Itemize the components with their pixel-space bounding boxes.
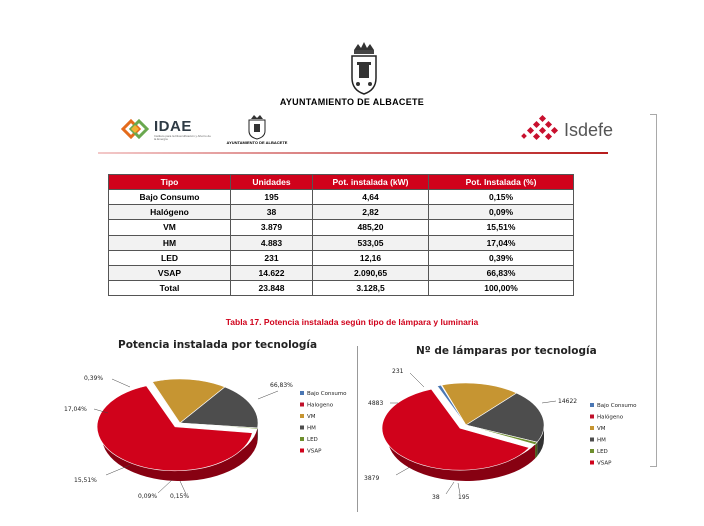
table-cell: Total xyxy=(109,281,231,296)
legend-label: LED xyxy=(307,437,318,443)
small-crest-logo xyxy=(246,114,268,140)
table-cell: 14.622 xyxy=(231,265,313,280)
col-header-pot-kw: Pot. instalada (kW) xyxy=(313,175,429,190)
legend-label: Bajo Consumo xyxy=(307,391,347,397)
table-cell: 3.128,5 xyxy=(313,281,429,296)
table-row xyxy=(109,281,574,296)
label-leader-line xyxy=(410,373,424,387)
data-label: 4883 xyxy=(368,400,384,407)
legend-swatch xyxy=(590,449,594,453)
legend-swatch xyxy=(590,426,594,430)
label-leader-line xyxy=(106,465,130,475)
legend-label: VM xyxy=(597,426,606,432)
table-cell: LED xyxy=(109,250,231,265)
installed-power-table xyxy=(108,174,574,296)
table-cell: 15,51% xyxy=(429,220,574,235)
margin-bracket-top xyxy=(650,114,657,115)
table-cell: 533,05 xyxy=(313,235,429,250)
table-cell: 23.848 xyxy=(231,281,313,296)
chart-power-pie xyxy=(60,365,360,513)
table-cell: 66,83% xyxy=(429,265,574,280)
table-row xyxy=(109,265,574,280)
table-cell: 4,64 xyxy=(313,190,429,205)
table-cell: 231 xyxy=(231,250,313,265)
legend-swatch xyxy=(300,414,304,418)
legend-label: VSAP xyxy=(307,448,322,455)
legend-swatch xyxy=(300,403,304,407)
data-label: 0,09% xyxy=(138,493,158,500)
table-cell: VM xyxy=(109,220,231,235)
legend-label: VSAP xyxy=(597,460,612,467)
table-cell: 17,04% xyxy=(429,235,574,250)
col-header-tipo: Tipo xyxy=(109,175,231,190)
table-cell: 4.883 xyxy=(231,235,313,250)
table-cell: 12,16 xyxy=(313,250,429,265)
chart-lamps-title: Nº de lámparas por tecnología xyxy=(416,345,597,357)
table-cell: 2.090,65 xyxy=(313,265,429,280)
table-cell: VSAP xyxy=(109,265,231,280)
isdefe-mark-icon xyxy=(520,114,560,144)
data-label: 231 xyxy=(392,368,404,375)
label-leader-line xyxy=(112,379,130,387)
idae-subtitle: Instituto para la Diversificación y Ahorro de la Energía xyxy=(154,134,211,141)
data-label: 3879 xyxy=(364,475,380,482)
table-caption: Tabla 17. Potencia instalada según tipo de lámpara y luminaria xyxy=(225,317,479,327)
data-label: 0,39% xyxy=(84,375,104,382)
label-leader-line xyxy=(158,480,172,493)
legend-label: Halógeno xyxy=(597,414,624,421)
col-header-pot-pct: Pot. Instalada (%) xyxy=(429,175,574,190)
idae-mark-icon xyxy=(120,118,150,140)
idae-logo xyxy=(120,116,230,142)
label-leader-line xyxy=(458,483,460,494)
data-label: 195 xyxy=(458,494,470,501)
table-cell: 100,00% xyxy=(429,281,574,296)
table-cell: 485,20 xyxy=(313,220,429,235)
label-leader-line xyxy=(446,482,454,494)
chart-lamps-pie xyxy=(362,363,658,511)
col-header-unidades: Unidades xyxy=(231,175,313,190)
table-row xyxy=(109,205,574,220)
table-cell: 0,09% xyxy=(429,205,574,220)
data-label: 17,04% xyxy=(64,406,87,413)
legend-swatch xyxy=(590,403,594,407)
legend-swatch xyxy=(300,426,304,430)
table-cell: 195 xyxy=(231,190,313,205)
table-row xyxy=(109,235,574,250)
legend-label: VM xyxy=(307,414,316,420)
table-cell: 38 xyxy=(231,205,313,220)
table-cell: Halógeno xyxy=(109,205,231,220)
legend-label: LED xyxy=(597,449,608,455)
data-label: 15,51% xyxy=(74,477,97,484)
isdefe-wordmark: Isdefe xyxy=(564,120,614,140)
label-leader-line xyxy=(396,467,410,475)
header-divider xyxy=(98,152,608,154)
pie-side-wall xyxy=(535,442,537,458)
legend-label: Bajo Consumo xyxy=(597,403,637,409)
chart-power-title: Potencia instalada por tecnología xyxy=(118,339,318,351)
table-row xyxy=(109,220,574,235)
data-label: 0,15% xyxy=(170,493,190,500)
city-council-title: AYUNTAMIENTO DE ALBACETE xyxy=(279,97,425,107)
label-leader-line xyxy=(258,391,278,399)
data-label: 14622 xyxy=(558,398,578,405)
legend-label: HM xyxy=(307,425,316,432)
legend-label: HM xyxy=(597,437,606,444)
legend-swatch xyxy=(590,415,594,419)
table-cell: 0,15% xyxy=(429,190,574,205)
legend-label: Halogeno xyxy=(307,402,334,409)
small-crest-caption: AYUNTAMIENTO DE ALBACETE xyxy=(226,140,288,145)
legend-swatch xyxy=(300,437,304,441)
legend-swatch xyxy=(300,391,304,395)
table-cell: 3.879 xyxy=(231,220,313,235)
table-cell: 2,82 xyxy=(313,205,429,220)
table-row xyxy=(109,250,574,265)
data-label: 66,83% xyxy=(270,382,293,389)
data-label: 38 xyxy=(432,494,440,501)
legend-swatch xyxy=(590,461,594,465)
table-row xyxy=(109,190,574,205)
table-cell: HM xyxy=(109,235,231,250)
city-crest-logo xyxy=(348,40,380,96)
table-cell: Bajo Consumo xyxy=(109,190,231,205)
legend-swatch xyxy=(590,438,594,442)
table-cell: 0,39% xyxy=(429,250,574,265)
isdefe-logo xyxy=(520,114,620,144)
legend-swatch xyxy=(300,449,304,453)
label-leader-line xyxy=(542,401,556,403)
idae-wordmark: IDAE xyxy=(154,118,192,135)
table-header-row xyxy=(109,175,574,190)
